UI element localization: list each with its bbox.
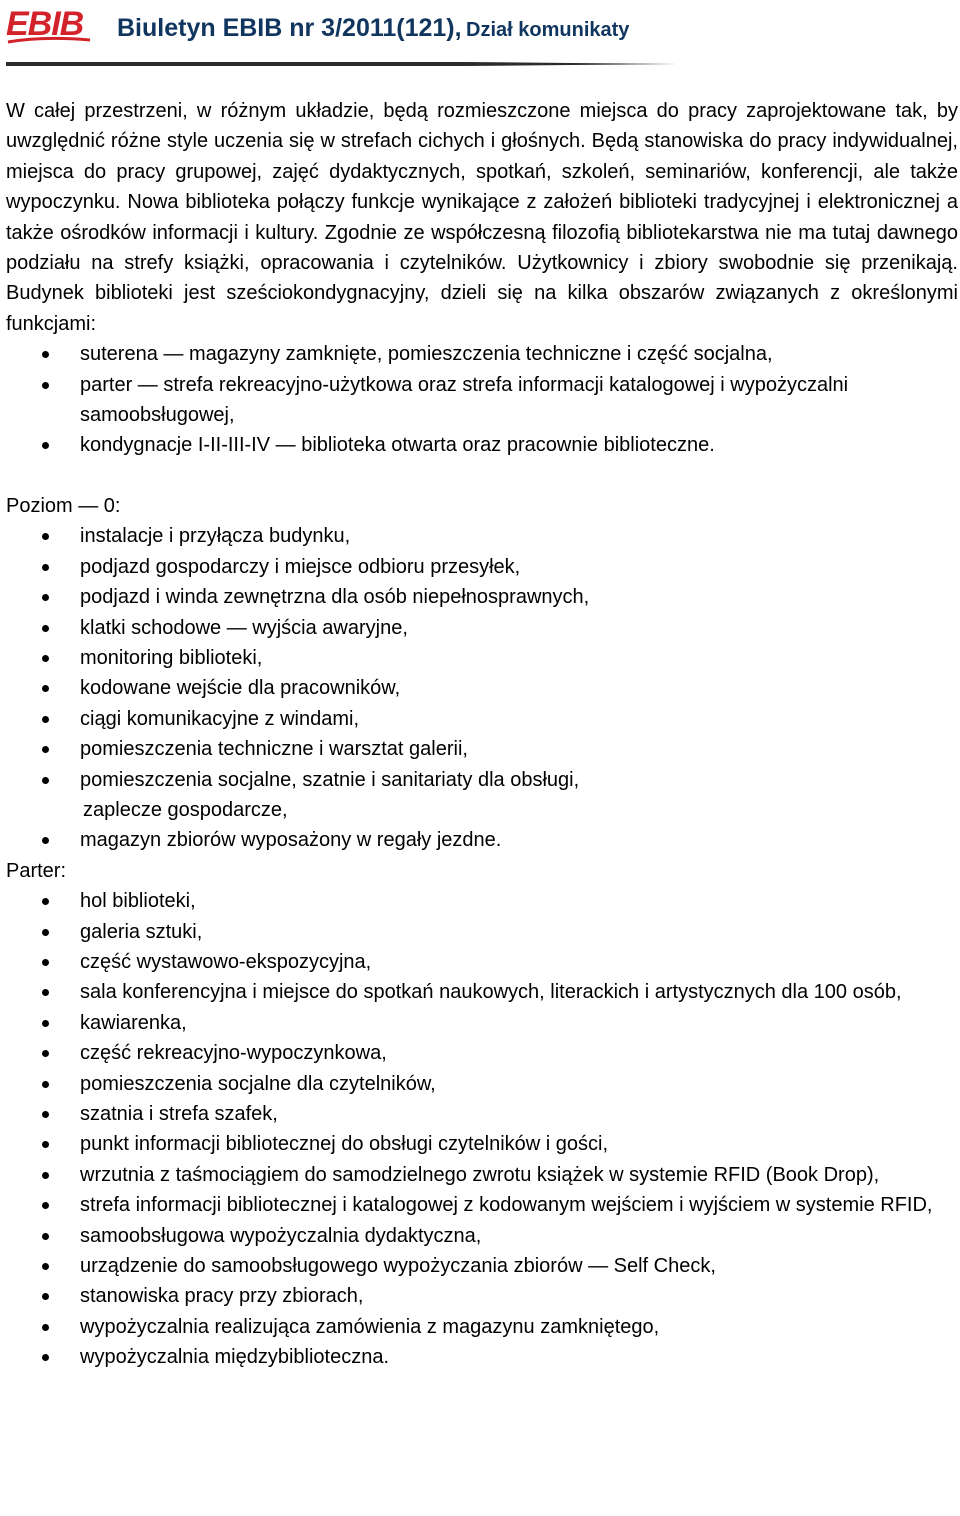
list-item-text: wypożyczalnia realizująca zamówienia z magazynu zamkniętego, (80, 1315, 660, 1338)
list-item-text: część rekreacyjno-wypoczynkowa, (80, 1042, 387, 1065)
intro-paragraph: W całej przestrzeni, w różnym układzie, będą rozmieszczone miejsca do pracy zaprojektowane tak, by uwzględnić różne style uczenia się w strefach cichych i głośnych. Będą stanowiska do pracy indywidualnej, miejsca do pracy grupowej, zajęć dydaktycznych, spotkań, szkoleń, seminariów, konferencji, ale także wypoczynku. Nowa biblioteka połączy funkcje wynikające z założeń biblioteki tradycyjnej i elektronicznej a także ośrodków informacji i kultury. Zgodnie ze współczesną filozofią bibliotekarstwa nie ma tutaj dawnego podziału na strefy książki, opracowania i czytelników. Użytkownicy i zbiory swobodnie się przenikają. Budynek biblioteki jest sześciokondygnacyjny, dzieli się na kilka obszarów związanych z określonymi funkcjami: (6, 100, 958, 335)
bullet-icon (42, 564, 49, 571)
bullet-icon (42, 533, 49, 540)
list-item (6, 765, 958, 795)
list-item (6, 1281, 958, 1311)
level0-heading: Poziom — 0: (6, 494, 121, 517)
spacer (6, 461, 958, 491)
list-item-text: parter — strefa rekreacyjno-użytkowa oraz strefa informacji katalogowej i wypożyczalni samoobsługowej, (80, 373, 849, 427)
bullet-icon (42, 351, 49, 358)
list-item (6, 1342, 958, 1372)
list-item (6, 1008, 958, 1038)
bullet-icon (42, 837, 49, 844)
bullet-icon (42, 898, 49, 905)
bullet-icon (42, 1202, 49, 1209)
list-item-text: ciągi komunikacyjne z windami, (80, 707, 360, 730)
bullet-icon (42, 1050, 49, 1057)
list-item-text: wypożyczalnia międzybiblioteczna. (80, 1346, 390, 1369)
list-item-text: hol biblioteki, (80, 890, 196, 913)
list-item-text: suterena — magazyny zamknięte, pomieszczenia techniczne i część socjalna, (80, 343, 773, 366)
list-item-text: galeria sztuki, (80, 920, 203, 943)
bullet-icon (42, 685, 49, 692)
list-item-text: część wystawowo-ekspozycyjna, (80, 950, 372, 973)
list-item-text: podjazd gospodarczy i miejsce odbioru przesyłek, (80, 555, 521, 578)
list-item (6, 1190, 958, 1220)
list-item-text: kawiarenka, (80, 1011, 187, 1034)
list-item (6, 1160, 958, 1190)
list-item (6, 734, 958, 764)
page-header (0, 0, 960, 70)
list-item-text: stanowiska pracy przy zbiorach, (80, 1285, 364, 1308)
ebib-logo (4, 2, 94, 48)
list-item-text: kodowane wejście dla pracowników, (80, 677, 401, 700)
header-rule (6, 60, 678, 68)
list-item-text: sala konferencyjna i miejsce do spotkań naukowych, literackich i artystycznych dla 100 osób, (80, 981, 902, 1004)
bullet-icon (42, 929, 49, 936)
list-item-text: monitoring biblioteki, (80, 646, 263, 669)
list-item (6, 1129, 958, 1159)
list-item (6, 977, 958, 1007)
list-item (6, 613, 958, 643)
list-item (6, 370, 958, 431)
list-item (6, 1221, 958, 1251)
list-item-text: magazyn zbiorów wyposażony w regały jezdne. (80, 829, 502, 852)
list-item-text: urządzenie do samoobsługowego wypożyczania zbiorów — Self Check, (80, 1255, 716, 1278)
list-item (6, 643, 958, 673)
list-item-continuation: zaplecze gospodarcze, (83, 798, 288, 821)
list-item (6, 430, 958, 460)
bullet-icon (42, 777, 49, 784)
bullet-icon (42, 1324, 49, 1331)
list-item-text: pomieszczenia socjalne dla czytelników, (80, 1072, 436, 1095)
bullet-icon (42, 1081, 49, 1088)
logo-text: EBIB (6, 5, 84, 43)
list-item (6, 1099, 958, 1129)
functions-list (6, 339, 958, 461)
list-item-text: samoobsługowa wypożyczalnia dydaktyczna, (80, 1224, 482, 1247)
list-item (6, 582, 958, 612)
bullet-icon (42, 442, 49, 449)
bulletin-title: Biuletyn EBIB nr 3/2011(121), (117, 14, 462, 42)
level0-list-end (6, 825, 958, 855)
header-title (117, 14, 629, 43)
list-item (6, 552, 958, 582)
bullet-icon (42, 382, 49, 389)
list-item (6, 917, 958, 947)
bullet-icon (42, 1172, 49, 1179)
bullet-icon (42, 959, 49, 966)
bullet-icon (42, 594, 49, 601)
bullet-icon (42, 1111, 49, 1118)
bullet-icon (42, 1354, 49, 1361)
list-item-text: strefa informacji bibliotecznej i katalogowej z kodowanym wejściem i wyjściem w systemie RFID, (80, 1194, 933, 1217)
bullet-icon (42, 989, 49, 996)
list-item (6, 673, 958, 703)
list-item-text: klatki schodowe — wyjścia awaryjne, (80, 616, 408, 639)
list-item-text: wrzutnia z taśmociągiem do samodzielnego zwrotu książek w systemie RFID (Book Drop), (80, 1163, 880, 1186)
list-item-text: podjazd i winda zewnętrzna dla osób niepełnosprawnych, (80, 586, 590, 609)
list-item (6, 1069, 958, 1099)
bullet-icon (42, 716, 49, 723)
list-item (6, 947, 958, 977)
list-item (6, 1251, 958, 1281)
bullet-icon (42, 1020, 49, 1027)
parter-heading: Parter: (6, 859, 67, 882)
list-item (6, 339, 958, 369)
list-item (6, 825, 958, 855)
level0-list (6, 521, 958, 795)
section-name: Dział komunikaty (466, 19, 630, 41)
list-item (6, 1038, 958, 1068)
list-item-text: pomieszczenia socjalne, szatnie i sanitariaty dla obsługi, (80, 768, 580, 791)
document-body (6, 96, 958, 1373)
bullet-icon (42, 1293, 49, 1300)
list-item (6, 1312, 958, 1342)
list-item-text: punkt informacji bibliotecznej do obsługi czytelników i gości, (80, 1133, 609, 1156)
list-item-text: kondygnacje I-II-III-IV — biblioteka otwarta oraz pracownie biblioteczne. (80, 434, 715, 457)
bullet-icon (42, 655, 49, 662)
bullet-icon (42, 1233, 49, 1240)
bullet-icon (42, 1141, 49, 1148)
parter-list (6, 886, 958, 1373)
list-item (6, 704, 958, 734)
list-item (6, 521, 958, 551)
list-item-text: pomieszczenia techniczne i warsztat galerii, (80, 738, 468, 761)
bullet-icon (42, 746, 49, 753)
list-item-text: szatnia i strefa szafek, (80, 1103, 278, 1125)
bullet-icon (42, 1263, 49, 1270)
bullet-icon (42, 625, 49, 632)
list-item-text: instalacje i przyłącza budynku, (80, 525, 351, 548)
list-item (6, 886, 958, 916)
